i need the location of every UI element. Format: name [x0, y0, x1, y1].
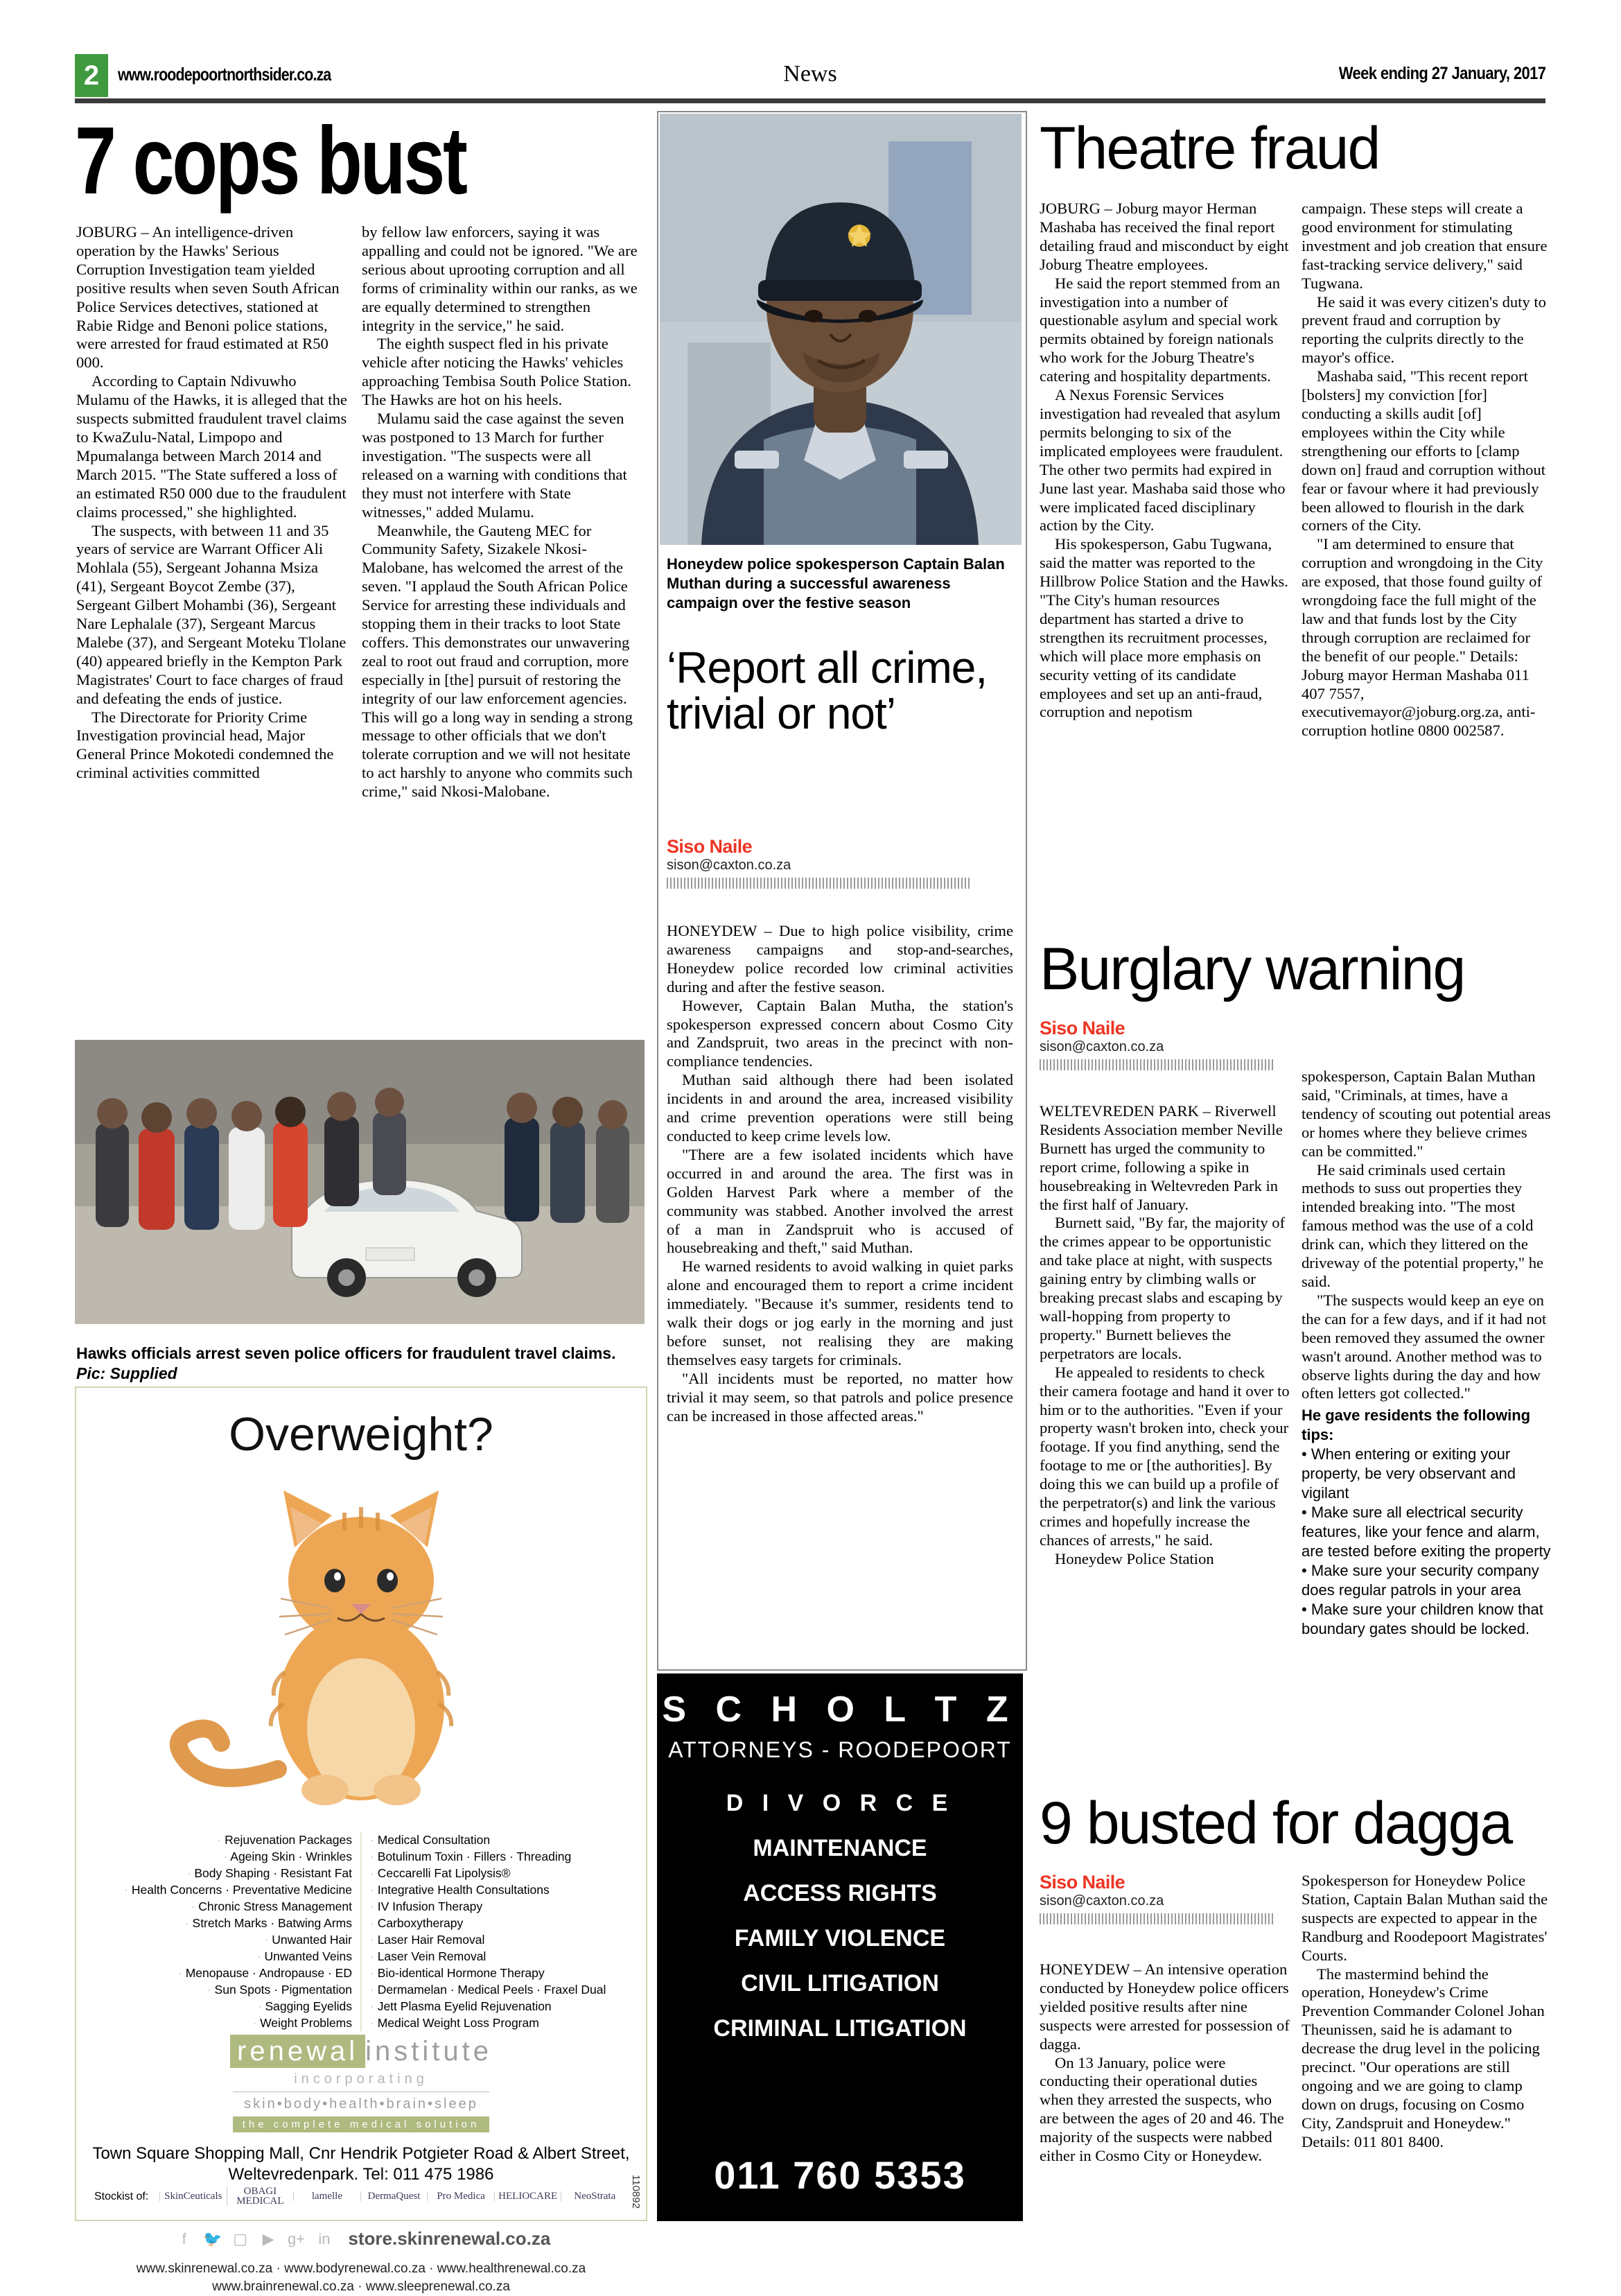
renewal-urls-line-2[interactable]: www.brainrenewal.co.za · www.sleeprenewal.co.za	[212, 2279, 510, 2294]
scholtz-phone[interactable]: 011 760 5353	[714, 2153, 966, 2197]
paragraph: "The suspects would keep an eye on the can for a few days, and if it had not been removed they assumed the owner wasn't around. Another method was to observe lights during the day and how often letters got collected."	[1302, 1291, 1547, 1402]
renewal-list-item: · Ceccarelli Fat Lipolysis®	[370, 1866, 511, 1880]
bullet-dot-icon: ·	[370, 1916, 378, 1930]
muthan-photo-caption: Honeydew police spokesperson Captain Balan Muthan during a successful awareness campaign over the festive season	[667, 555, 1005, 611]
renewal-list-item: · Unwanted Veins	[256, 1949, 352, 1963]
renewal-list-item: · Sagging Eyelids	[257, 1999, 352, 2013]
bullet-dot-icon: ·	[370, 1883, 378, 1897]
logo-word-renewal: renewal	[230, 2035, 365, 2068]
paragraph: "All incidents must be reported, no matter how trivial it may seem, so that patrols and police presence can be increased in those affected areas."	[667, 1369, 1013, 1425]
website-url: www.roodepoortnorthsider.co.za	[118, 64, 331, 85]
renewal-list-item: · IV Infusion Therapy	[370, 1899, 483, 1913]
renewal-list-left	[86, 1832, 352, 2031]
scholtz-services-list	[657, 1790, 1023, 2060]
masthead	[75, 54, 1545, 97]
dagga-byline-email: sison@caxton.co.za	[1040, 1893, 1164, 1908]
paragraph: A Nexus Forensic Services investigation had revealed that asylum permits belonging to six of the implicated employees were fraudulent. The other two permits had expired in June last year. Mashaba said those who were implicated faced disciplinary action by the City.	[1040, 386, 1286, 534]
section-title: News	[783, 61, 837, 87]
bullet-dot-icon: ·	[178, 1966, 186, 1980]
googleplus-icon[interactable]: g+	[287, 2229, 306, 2247]
renewal-list-item: · Chronic Stress Management	[191, 1899, 352, 1913]
paragraph: He said criminals used certain methods to suss out properties they intended breaking into. "The most famous method was the use of a cold drink can, which they littered on the driveway of the potential property," he said.	[1302, 1160, 1544, 1290]
bullet-dot-icon: ·	[370, 1866, 378, 1880]
instagram-icon[interactable]: ▢	[233, 2229, 247, 2247]
brand-logo: SkinCeuticals	[159, 2191, 227, 2201]
renewal-list-item: · Menopause · Andropause · ED	[178, 1966, 352, 1980]
paragraph: The mastermind behind the operation, Honeydew's Crime Prevention Commander Colonel Johan Theunissen, said he is adamant to decrease the drug level in the policing precinct. "Our operations are still ongoing and we are going to clamp down on drugs, focusing on Cosmo City, Zandspruit and Honeydew." Details: 011 801 8400.	[1302, 1965, 1545, 2150]
brand-logo: DermaQuest	[360, 2191, 428, 2201]
burglary-tip-item: • Make sure your security company does regular patrols in your area	[1302, 1562, 1539, 1599]
renewal-list-item: · Weight Problems	[252, 2016, 352, 2030]
bullet-dot-icon: ·	[191, 1899, 199, 1913]
renewal-list-item: · Carboxytherapy	[370, 1916, 464, 1930]
renewal-list-item: · Dermamelan · Medical Peels · Fraxel Dual	[370, 1983, 606, 1997]
burglary-byline-name: Siso Naile	[1040, 1018, 1125, 1038]
logo-word-institute: institute	[365, 2036, 492, 2067]
bullet-dot-icon: ·	[264, 1933, 272, 1947]
renewal-list-item: · Stretch Marks · Batwing Arms	[184, 1916, 352, 1930]
paragraph: According to Captain Ndivuwho Mulamu of the Hawks, it is alleged that the suspects submitted fraudulent travel claims to KwaZulu-Natal, Limpopo and Mpumalanga between March 2014 and March 2015. "The State suffered a loss of an estimated R50 000 due to the fraudulent claims processed," she highlighted.	[76, 372, 347, 521]
bullet-dot-icon: ·	[370, 1899, 378, 1913]
burglary-article-column-1	[1040, 1102, 1290, 1569]
bullet-dot-icon: ·	[257, 1999, 265, 2013]
facebook-icon[interactable]: f	[182, 2229, 186, 2247]
scholtz-service-item: CRIMINAL LITIGATION	[713, 2015, 967, 2042]
scholtz-subtitle: ATTORNEYS - ROODEPOORT	[668, 1737, 1012, 1762]
bullet-dot-icon: ·	[370, 1933, 378, 1947]
byline-rule	[667, 878, 972, 889]
masthead-rule	[75, 98, 1545, 103]
stockist-label: Stockist of:	[94, 2191, 149, 2202]
paragraph: Honeydew Police Station	[1055, 1549, 1214, 1567]
bullet-dot-icon: ·	[184, 1916, 193, 1930]
bullet-dot-icon: ·	[370, 1983, 378, 1997]
report-article-body	[667, 922, 1013, 1425]
bullet-dot-icon: ·	[370, 1949, 378, 1963]
cops-article-column-1	[76, 223, 348, 783]
paragraph: However, Captain Balan Mutha, the station's spokesperson expressed concern about Cosmo City and Zandspruit, two areas in the precinct with non-compliance tendencies.	[667, 996, 1013, 1070]
bullet-dot-icon: ·	[370, 1833, 378, 1847]
paragraph: He said the report stemmed from an investigation into a number of questionable asylum and special work permits obtained by foreign nationals who work for the Joburg Theatre's catering and hospitality departments.	[1040, 274, 1280, 385]
paragraph: His spokesperson, Gabu Tugwana, said the matter was reported to the Hillbrow Police Station and the Hawks. "The City's human resources department has started a drive to strengthen its recruitment processes, which will place more emphasis on security vetting of its candidate employees and set up an anti-fraud, corruption and nepotism	[1040, 535, 1288, 721]
headline-9-busted-for-dagga: 9 busted for dagga	[1040, 1790, 1512, 1856]
byline-rule	[1040, 1059, 1275, 1070]
burglary-tips-heading: He gave residents the following tips:	[1302, 1407, 1531, 1444]
logo-incorporating: incorporating	[294, 2071, 428, 2087]
headline-burglary-warning: Burglary warning	[1040, 936, 1465, 1002]
scholtz-attorneys-advertisement[interactable]	[657, 1673, 1023, 2221]
youtube-icon[interactable]: ▶	[262, 2229, 274, 2247]
renewal-list-item: · Botulinum Toxin · Fillers · Threading	[370, 1850, 572, 1863]
logo-domains: skin•body•health•brain•sleep	[244, 2096, 478, 2112]
renewal-list-item: · Bio-identical Hormone Therapy	[370, 1966, 545, 1980]
paragraph: The suspects, with between 11 and 35 years of service are Warrant Officer Ali Mohlala (55), Sergeant Johanna Msiza (41), Sergeant Boycot Zembe (37), Sergeant Gilbert Mohambi (36), Sergeant Nare Lephalale (37), Sergeant Marcus Malebe (37), and Sergeant Moteku Tlolane (40) appeared briefly in the Kempton Park Magistrates' Court to face charges of fraud and defeating the ends of justice.	[76, 521, 347, 707]
paragraph: JOBURG – An intelligence-driven operation by the Hawks' Serious Corruption Investigation team yielded positive results when seven South African Police Services detectives, stationed at Rabie Ridge and Benoni police stations, were arrested for fraud estimated at R50 000.	[76, 223, 340, 372]
bullet-dot-icon: ·	[370, 1999, 378, 2013]
paragraph: HONEYDEW – Due to high police visibility, crime awareness campaigns and stop-and-searches, Honeydew police recorded low criminal activities during and after the festive season.	[667, 922, 1013, 995]
renewal-urls[interactable]	[76, 2260, 646, 2296]
paragraph: Mulamu said the case against the seven was postponed to 13 March for further investigation. "The suspects were all released on a warning with conditions that they must not interfere with State witnesses," added Mulamu.	[362, 410, 627, 521]
headline-7-cops-bust: 7 cops bust	[75, 107, 466, 214]
burglary-byline-email: sison@caxton.co.za	[1040, 1039, 1164, 1054]
paragraph: He appealed to residents to check their camera footage and hand it over to him or to the authorities. "Even if your property wasn't broken into, check your footage. If you find anything, send the footage to me or [the authorities]. By doing this we can build up a profile of the perpetrator(s) and link the various crimes and hopefully increase the chances of arrests," he said.	[1040, 1363, 1290, 1549]
scholtz-service-item: ACCESS RIGHTS	[743, 1880, 937, 1906]
paragraph: Muthan said although there had been isolated incidents in and around the area, increased visibility and crime prevention operations were still being conducted to keep crime levels low.	[667, 1071, 1013, 1145]
burglary-tip-item: • Make sure your children know that boundary gates should be locked.	[1302, 1601, 1543, 1638]
cat-illustration	[76, 1464, 646, 1825]
bullet-dot-icon: ·	[186, 1866, 195, 1880]
renewal-address: Town Square Shopping Mall, Cnr Hendrik Potgieter Road & Albert Street, Weltevredenpark. Tel: 011 475 1986	[92, 2144, 630, 2184]
renewal-list-item: · Ageing Skin · Wrinkles	[223, 1850, 352, 1863]
headline-report-all-crime: ‘Report all crime, trivial or not’	[667, 643, 988, 738]
renewal-list-item: · Laser Vein Removal	[370, 1949, 487, 1963]
paragraph: "There are a few isolated incidents which have occurred in and around the area. The first was in Golden Harvest Park where a member of the community was stabbed. Another involved the arrest of a man in Zandspruit who is accused of housebreaking and theft," said Muthan.	[667, 1145, 1013, 1257]
renewal-list-item: · Jett Plasma Eyelid Rejuvenation	[370, 1999, 552, 2013]
dagga-article-column-1	[1040, 1960, 1290, 2166]
captain-muthan-photo	[660, 114, 1022, 545]
renewal-urls-line-1[interactable]: www.skinrenewal.co.za · www.bodyrenewal.co.za · www.healthrenewal.co.za	[136, 2261, 586, 2276]
ad-reference-code: 110892	[630, 2175, 642, 2209]
brand-logo: NeoStrata	[561, 2191, 628, 2201]
renewal-list-item: · Integrative Health Consultations	[370, 1883, 550, 1897]
headline-theatre-fraud: Theatre fraud	[1040, 115, 1380, 182]
bullet-dot-icon: ·	[207, 1983, 215, 1997]
paragraph: He warned residents to avoid walking in quiet parks alone and encouraged them to report a crime incident immediately. "Because it's summer, residents tend to walk their dogs or jog early in the morning and just before sunset, not realising they are making themselves easy targets for criminals.	[667, 1258, 1013, 1368]
bullet-dot-icon: ·	[252, 2016, 261, 2030]
scholtz-service-item: MAINTENANCE	[753, 1835, 927, 1861]
store-url[interactable]: store.skinrenewal.co.za	[348, 2228, 551, 2249]
renewal-list-right	[370, 1832, 636, 2031]
renewal-list-item: · Medical Weight Loss Program	[370, 2016, 539, 2030]
renewal-institute-advertisement[interactable]	[75, 1386, 647, 2294]
dagga-byline	[1040, 1872, 1275, 1924]
bullet-dot-icon: ·	[217, 1833, 225, 1847]
paragraph: Meanwhile, the Gauteng MEC for Community Safety, Sizakele Nkosi-Malobane, has welcomed the arrest of the seven. "I applaud the South African Police Service for arresting these individuals and stopping them in their tracks to loot State coffers. This demonstrates our unwavering zeal to root out fraud and corruption, more especially in [the] pursuit of restoring the integrity of our law enforcement agencies. This will go a long way in sending a strong message to other officials that we don't tolerate corruption and we will not hesitate to act harshly to anyone who commits such crime," said Nkosi-Malobane.	[362, 521, 633, 801]
paragraph: On 13 January, police were conducting their operational duties when they arrested the suspects, who are between the ages of 20 and 46. The majority of the suspects were nabbed either in Cosmo City or Honeydew.	[1040, 2053, 1284, 2165]
burglary-byline	[1040, 1018, 1275, 1070]
report-byline-name: Siso Naile	[667, 836, 753, 857]
bullet-dot-icon: ·	[124, 1883, 132, 1897]
renewal-list-item: · Rejuvenation Packages	[217, 1833, 352, 1847]
renewal-list-item: · Health Concerns · Preventative Medicine	[124, 1883, 352, 1897]
renewal-list-item: · Medical Consultation	[370, 1833, 491, 1847]
paragraph: Mashaba said, "This recent report [bolsters] my conviction [for] conducting a skills audit [of] employees within the City while strengthening our efforts to [clamp down on] fraud and corruption without fear or favour where it had previously been allowed to flourish in the dark corners of the City.	[1302, 367, 1546, 534]
dagga-byline-name: Siso Naile	[1040, 1872, 1125, 1893]
scholtz-service-item: FAMILY VIOLENCE	[734, 1925, 946, 1951]
renewal-social-row[interactable]	[76, 2228, 646, 2250]
bullet-dot-icon: ·	[223, 1850, 231, 1863]
dagga-article-column-2	[1302, 1872, 1552, 2152]
renewal-treatment-lists	[86, 1832, 636, 2031]
brand-logo: OBAGI MEDICAL	[227, 2186, 294, 2206]
paragraph: by fellow law enforcers, saying it was appalling and could not be ignored. "We are serious about uprooting corruption and all forms of criminality within our ranks, as we are equally determined to strengthen integrity in the service," he said.	[362, 223, 638, 334]
byline-rule	[1040, 1913, 1275, 1924]
scholtz-service-item: CIVIL LITIGATION	[741, 1970, 939, 1997]
paragraph: He said it was every citizen's duty to prevent fraud and corruption by reporting the culprits directly to the mayor's office.	[1302, 293, 1546, 367]
hawks-photo-caption	[76, 1343, 645, 1384]
paragraph: Spokesperson for Honeydew Police Station, Captain Balan Muthan said the suspects are expected to appear in the Randburg and Roodepoort Magistrates' Courts.	[1302, 1872, 1548, 1964]
ad-title-overweight: Overweight?	[229, 1408, 493, 1461]
report-byline	[667, 836, 972, 889]
paragraph: WELTEVREDEN PARK – Riverwell Residents Association member Neville Burnett has urged the community to report crime, following a spike in housebreaking in Weltevreden Park in the first half of January.	[1040, 1102, 1283, 1213]
issue-date: Week ending 27 January, 2017	[1338, 64, 1545, 83]
paragraph: JOBURG – Joburg mayor Herman Mashaba has received the final report detailing fraud and misconduct by eight Joburg Theatre employees.	[1040, 200, 1289, 273]
paragraph: Burnett said, "By far, the majority of the crimes appear to be opportunistic and take place at night, with suspects gaining entry by climbing walls or breaking precast slabs and escaping by wall-hopping from property to property." Burnett believes the perpetrators are locals.	[1040, 1214, 1286, 1362]
report-byline-email: sison@caxton.co.za	[667, 858, 791, 873]
cops-article-column-2	[362, 223, 639, 801]
theatre-article-column-1	[1040, 200, 1290, 722]
hawks-caption-credit: Pic: Supplied	[76, 1364, 177, 1382]
renewal-list-item: · Body Shaping · Resistant Fat	[186, 1866, 352, 1880]
page-number: 2	[75, 54, 108, 97]
logo-tagline: the complete medical solution	[233, 2116, 490, 2132]
bullet-dot-icon: ·	[370, 1850, 378, 1863]
paragraph: "I am determined to ensure that corruption and wrongdoing in the City are exposed, that those found guilty of wrongdoing face the full might of the law and that funds lost by the City through corruption are reclaimed for the benefit of our people." Details: Joburg mayor Herman Mashaba 011 407 7557, executivemayor@joburg.org.za, anti-corruption hotline 0800 002587.	[1302, 535, 1543, 740]
scholtz-service-item: D I V O R C E	[726, 1790, 954, 1816]
renewal-list-item: · Laser Hair Removal	[370, 1933, 485, 1947]
theatre-article-column-2	[1302, 200, 1552, 740]
bullet-dot-icon: ·	[256, 1949, 265, 1963]
paragraph: campaign. These steps will create a good environment for stimulating investment and job creation that ensure fast-tracking service delivery," said Tugwana.	[1302, 200, 1548, 292]
paragraph: spokesperson, Captain Balan Muthan said, "Criminals, at times, have a tendency of scouting out potential areas or homes where they believe crimes can be committed."	[1302, 1068, 1551, 1160]
stockist-brand-logos	[159, 2182, 628, 2210]
bullet-dot-icon: ·	[370, 1966, 378, 1980]
bullet-dot-icon: ·	[370, 2016, 378, 2030]
brand-logo: lamelle	[293, 2191, 360, 2201]
brand-logo: Pro Medica	[427, 2191, 494, 2201]
paragraph: The Directorate for Priority Crime Investigation provincial head, Major General Prince Mokotedi condemned the criminal activities committed	[76, 708, 334, 782]
hawks-caption-text: Hawks officials arrest seven police officers for fraudulent travel claims.	[76, 1344, 616, 1362]
renewal-institute-logo	[76, 2036, 646, 2132]
burglary-tip-item: • Make sure all electrical security features, like your fence and alarm, are tested before exiting the property	[1302, 1504, 1551, 1560]
scholtz-name: S C H O L T Z	[662, 1689, 1018, 1730]
brand-logo: HELIOCARE	[494, 2191, 561, 2201]
hawks-arrest-photo	[75, 1040, 645, 1324]
linkedin-icon[interactable]: in	[318, 2229, 331, 2247]
burglary-article-column-2	[1302, 1068, 1552, 1639]
renewal-list-item: · Sun Spots · Pigmentation	[207, 1983, 352, 1997]
renewal-list-item: · Unwanted Hair	[264, 1933, 352, 1947]
twitter-icon[interactable]: 🐦	[203, 2229, 222, 2247]
burglary-tip-item: • When entering or exiting your property, be very observant and vigilant	[1302, 1445, 1516, 1502]
paragraph: HONEYDEW – An intensive operation conducted by Honeydew police officers yielded positive results after nine suspects were arrested for possession of dagga.	[1040, 1960, 1290, 2053]
paragraph: The eighth suspect fled in his private vehicle after noticing the Hawks' vehicles approaching Tembisa South Police Station. The Hawks are hot on his heels.	[362, 335, 631, 409]
burglary-tips-list	[1302, 1445, 1552, 1639]
